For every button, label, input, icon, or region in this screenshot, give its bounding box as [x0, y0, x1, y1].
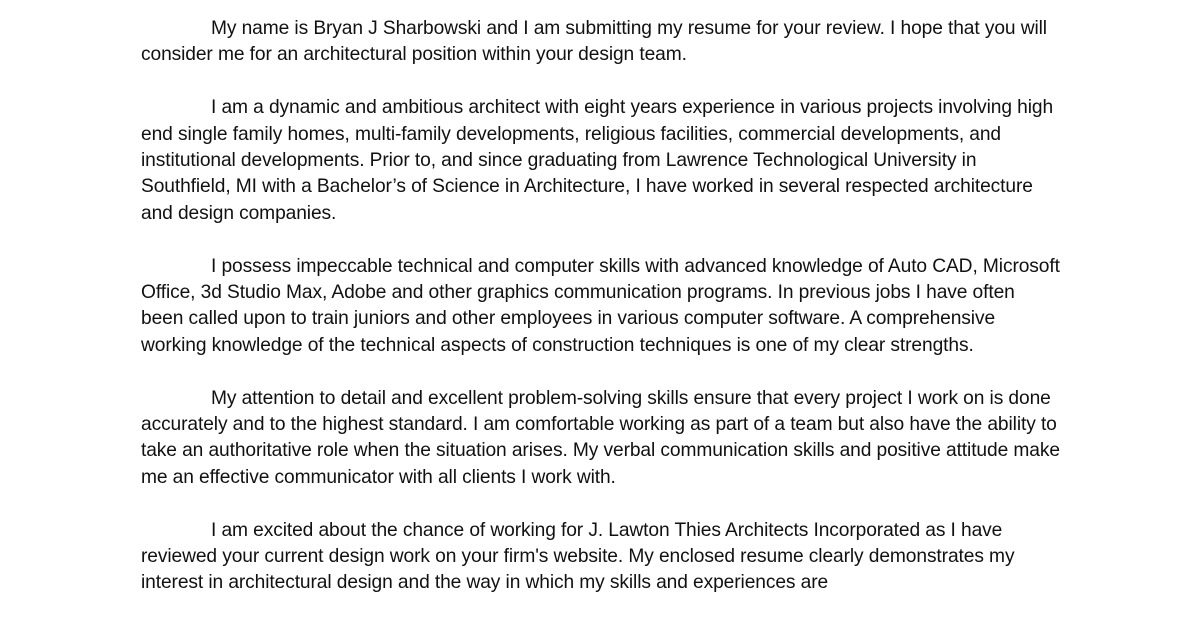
paragraph-interest-in-firm: I am excited about the chance of working for J. Lawton Thies Architects Incorporated as I have reviewed your current design work on your firm's website. My enclosed resume clearly demonstrates my interest in architectural design and the way in which my skills and experiences are: [141, 519, 1015, 594]
paragraph-experience: I am a dynamic and ambitious architect with eight years experience in various projects involving high end single family homes, multi-family developments, religious facilities, commercial developments, and institutional developments. Prior to, and since graduating from Lawrence Technological University in Southfield, MI with a Bachelor’s of Science in Architecture, I have worked in several respected architecture and design companies.: [141, 97, 1054, 224]
paragraph-introduction: My name is Bryan J Sharbowski and I am submitting my resume for your review. I hope that you will consider me for an architectural position within your design team.: [141, 18, 1047, 66]
paragraph-personal-qualities: My attention to detail and excellent problem-solving skills ensure that every project I work on is done accurately and to the highest standard. I am comfortable working as part of a team but also have the ability to take an authoritative role when the situation arises. My verbal communication skills and positive attitude make me an effective communicator with all clients I work with.: [141, 387, 1060, 488]
cover-letter-body: [141, 16, 1061, 623]
paragraph-technical-skills: I possess impeccable technical and computer skills with advanced knowledge of Auto CAD, Microsoft Office, 3d Studio Max, Adobe and other graphics communication programs. In previous jobs I have often been called upon to train juniors and other employees in various computer software. A comprehensive working knowledge of the technical aspects of construction techniques is one of my clear strengths.: [141, 255, 1060, 356]
